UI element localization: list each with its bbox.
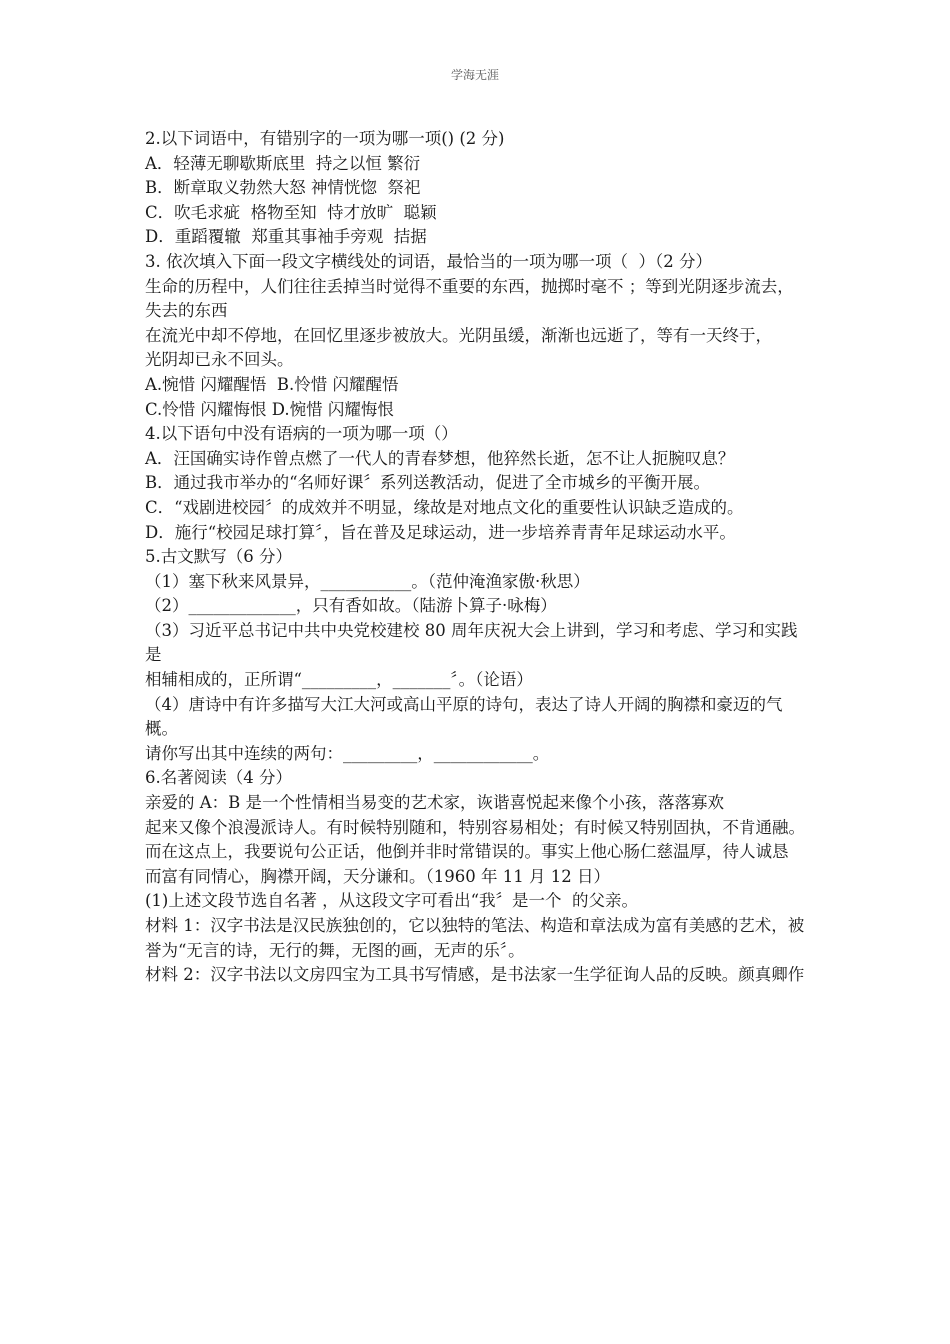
question-6-stem: 6.名著阅读（4 分） (145, 768, 292, 788)
material-1-cont: 誉为“无言的诗，无行的舞，无图的画，无声的乐〞。 (145, 940, 525, 960)
question-3-options-ab: A.惋惜 闪耀醒悟 B.怜惜 闪耀醒悟 (145, 374, 399, 394)
question-2-option-b: B．断章取义勃然大怒 神情恍惚 祭祀 (145, 178, 421, 198)
question-2-option-d: D．重蹈覆辙 郑重其事袖手旁观 拮据 (145, 227, 427, 247)
document-body (145, 127, 810, 988)
question-5-item-3: （3）习近平总书记中共中央党校建校 80 周年庆祝大会上讲到，学习和考虑、学习和实践是 (145, 620, 798, 665)
question-2-option-c: C．吹毛求疵 格物至知 恃才放旷 聪颖 (145, 202, 437, 222)
question-5-item-3-cont: 相辅相成的，正所谓“_________，_______〞。（论语） (145, 670, 533, 690)
question-5-item-4-cont: 请你写出其中连续的两句：_________，____________。 (145, 743, 550, 763)
question-2-option-a: A．轻薄无聊歇斯底里 持之以恒 繁衍 (145, 153, 421, 173)
question-4-option-a: A．汪国确实诗作曾点燃了一代人的青春梦想，他猝然长逝，怎不让人扼腕叹息？ (145, 448, 735, 468)
question-5-stem: 5.古文默写（6 分） (145, 547, 292, 567)
question-6-passage-line: 而富有同情心，胸襟开阔，天分谦和。（1960 年 11 月 12 日） (145, 866, 610, 886)
question-4-option-c: C．“戏剧进校园〞的成效并不明显，缘故是对地点文化的重要性认识缺乏造成的。 (145, 497, 744, 517)
question-4-stem: 4.以下语句中没有语病的一项为哪一项（） (145, 424, 458, 444)
question-3-passage-line: 在流光中却不停地，在回忆里逐步被放大。光阴虽缓，渐渐也远逝了，等有一天终于， (145, 325, 772, 345)
question-2-stem: 2.以下词语中，有错别字的一项为哪一项() (2 分) (145, 129, 505, 148)
question-6-passage-line: 亲爱的 A：B 是一个性情相当易变的艺术家，诙谐喜悦起来像个小孩，落落寡欢 (145, 793, 725, 813)
question-5-item-4: （4）唐诗中有许多描写大江大河或高山平原的诗句，表达了诗人开阔的胸襟和豪迈的气概。 (145, 694, 783, 739)
question-4-option-b: B．通过我市举办的“名师好课〞系列送教活动，促进了全市城乡的平衡开展。 (145, 473, 711, 493)
question-3-stem: 3. 依次填入下面一段文字横线处的词语，最恰当的一项为哪一项（ ）（2 分） (145, 251, 712, 271)
question-6-passage-line: 起来又像个浪漫派诗人。有时候特别随和，特别容易相处；有时候又特别固执，不肯通融。 (145, 817, 805, 837)
question-3-passage-line: 光阴却已永不回头。 (145, 350, 294, 370)
question-6-passage-line: 而在这点上，我要说句公正话，他倒并非时常错误的。事实上他心肠仁慈温厚，待人诚恳 (145, 842, 789, 862)
material-1: 材料 1：汉字书法是汉民族独创的，它以独特的笔法、构造和章法成为富有美感的艺术，被 (145, 916, 805, 935)
question-4-option-d: D．施行“校园足球打算〞，旨在普及足球运动，进一步培养青青年足球运动水平。 (145, 522, 736, 542)
question-5-item-2: （2）_____________，只有香如故。（陆游卜算子·咏梅） (145, 596, 557, 616)
question-3-options-cd: C.怜惜 闪耀悔恨 D.惋惜 闪耀悔恨 (145, 399, 394, 419)
question-3-passage-line: 生命的历程中，人们往往丢掉当时觉得不重要的东西，抛掷时毫不 ；等到光阴逐步流去，失去的东西 (145, 276, 794, 321)
page-header: 学海无涯 (450, 68, 499, 82)
question-6-subquestion-1: (1)上述文段节选自名著 ，从这段文字可看出“我〞是一个 的父亲。 (145, 891, 639, 911)
material-2: 材料 2：汉字书法以文房四宝为工具书写情感，是书法家一生学征询人品的反映。颜真卿作 (145, 965, 805, 985)
question-5-item-1: （1）塞下秋来风景异，___________。（范仲淹渔家傲·秋思） (145, 571, 590, 591)
